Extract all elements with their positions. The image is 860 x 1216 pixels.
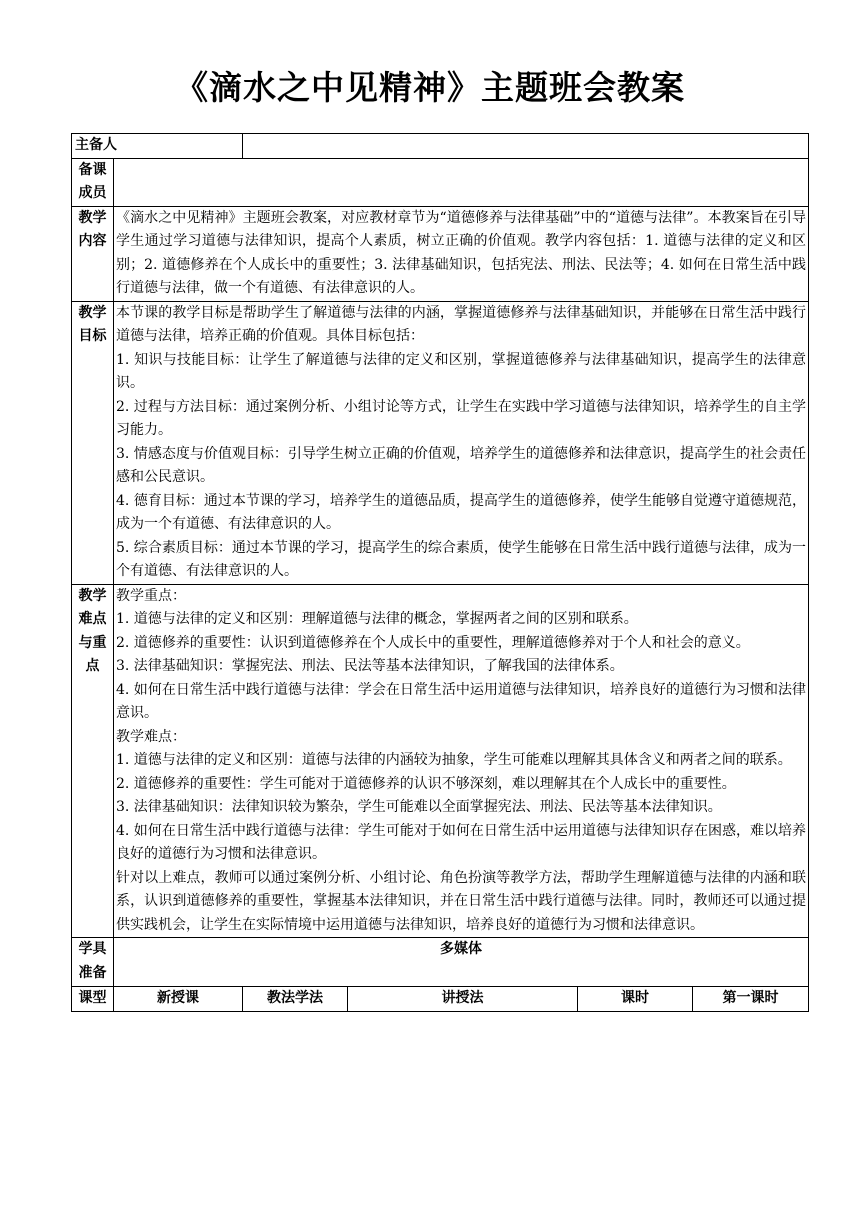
tools-label: 学具准备 [72, 938, 114, 987]
objective-item: 2. 过程与方法目标：通过案例分析、小组讨论等方式，让学生在实践中学习道德与法律知识，培养学生的自主学习能力。 [116, 398, 806, 438]
lead-teacher-value [243, 134, 809, 159]
objectives-cell [114, 301, 809, 584]
row-members [72, 158, 809, 206]
objective-item: 3. 情感态度与价值观目标：引导学生树立正确的价值观，培养学生的道德修养和法律意识，提高学生的社会责任感和公民意识。 [116, 445, 806, 485]
hours-value: 第一课时 [693, 987, 809, 1012]
tools-value: 多媒体 [114, 938, 809, 987]
key-points-cell [114, 584, 809, 938]
lead-teacher-label: 主备人 [75, 137, 117, 153]
difficulty-item: 2. 道德修养的重要性：学生可能对于道德修养的认识不够深刻，难以理解其在个人成长中的重要性。 [116, 775, 736, 792]
method-value: 讲授法 [348, 987, 578, 1012]
course-type-label: 课型 [72, 987, 114, 1012]
row-key-points [72, 584, 809, 938]
row-tools [72, 938, 809, 987]
content-label: 教学内容 [72, 206, 114, 301]
course-type-value: 新授课 [114, 987, 243, 1012]
objective-item: 4. 德育目标：通过本节课的学习，培养学生的道德品质，提高学生的道德修养，使学生能够自觉遵守道德规范，成为一个有道德、有法律意识的人。 [116, 492, 806, 532]
members-value [114, 158, 809, 206]
key-point-item: 3. 法律基础知识：掌握宪法、刑法、民法等基本法律知识，了解我国的法律体系。 [116, 658, 624, 674]
objective-item: 1. 知识与技能目标：让学生了解道德与法律的定义和区别，掌握道德修养与法律基础知识，提高学生的法律意识。 [116, 351, 806, 391]
row-course-info [72, 987, 809, 1012]
key-point-item: 2. 道德修养的重要性：认识到道德修养在个人成长中的重要性，理解道德修养对于个人和社会的意义。 [116, 634, 750, 651]
row-teaching-objectives [72, 301, 809, 584]
strategy-paragraph: 针对以上难点，教师可以通过案例分析、小组讨论、角色扮演等教学方法，帮助学生理解道德与法律的内涵和联系，认识到道德修养的重要性，掌握基本法律知识，并在日常生活中践行道德与法律。同时，教师还可以通过提供实践机会，让学生在实际情境中运用道德与法律知识，培养良好的道德行为习惯和法律意识。 [116, 869, 806, 933]
objective-item: 5. 综合素质目标：通过本节课的学习，提高学生的综合素质，使学生能够在日常生活中践行道德与法律，成为一个有道德、有法律意识的人。 [116, 539, 806, 579]
content-paragraph: 《滴水之中见精神》主题班会教案，对应教材章节为“道德修养与法律基础”中的“道德与法律”。本教案旨在引导学生通过学习道德与法律知识，提高个人素质，树立正确的价值观。教学内容包括：1. 道德与法律的定义和区别；2. 道德修养在个人成长中的重要性；3. 法律基础知识，包括宪法、刑法、民法等；4. 如何在日常生活中践行道德与法律，做一个有道德、有法律意识的人。 [116, 209, 806, 296]
objectives-intro: 本节课的教学目标是帮助学生了解道德与法律的内涵，掌握道德修养与法律基础知识，并能够在日常生活中践行道德与法律，培养正确的价值观。具体目标包括： [116, 304, 806, 344]
hours-label: 课时 [578, 987, 693, 1012]
key-point-item: 1. 道德与法律的定义和区别：理解道德与法律的概念，掌握两者之间的区别和联系。 [116, 611, 638, 627]
method-label: 教法学法 [243, 987, 348, 1012]
difficulty-item: 4. 如何在日常生活中践行道德与法律：学生可能对于如何在日常生活中运用道德与法律知识存在困惑，难以培养良好的道德行为习惯和法律意识。 [116, 822, 806, 862]
key-points-label: 教学难点与重点 [72, 584, 114, 938]
objectives-label: 教学目标 [72, 301, 114, 584]
document-title: 《滴水之中见精神》主题班会教案 [175, 68, 685, 107]
difficulty-item: 3. 法律基础知识：法律知识较为繁杂，学生可能难以全面掌握宪法、刑法、民法等基本法律知识。 [116, 799, 722, 815]
content-cell [114, 206, 809, 301]
difficulties-heading: 教学难点： [116, 728, 186, 745]
key-points-heading: 教学重点： [116, 587, 186, 604]
key-point-item: 4. 如何在日常生活中践行道德与法律：学会在日常生活中运用道德与法律知识，培养良好的道德行为习惯和法律意识。 [116, 681, 806, 721]
members-label: 备课成员 [72, 158, 114, 206]
difficulty-item: 1. 道德与法律的定义和区别：道德与法律的内涵较为抽象，学生可能难以理解其具体含义和两者之间的联系。 [116, 752, 792, 768]
row-lead-teacher [72, 134, 809, 159]
row-teaching-content [72, 206, 809, 301]
lesson-plan-table [71, 133, 809, 1012]
